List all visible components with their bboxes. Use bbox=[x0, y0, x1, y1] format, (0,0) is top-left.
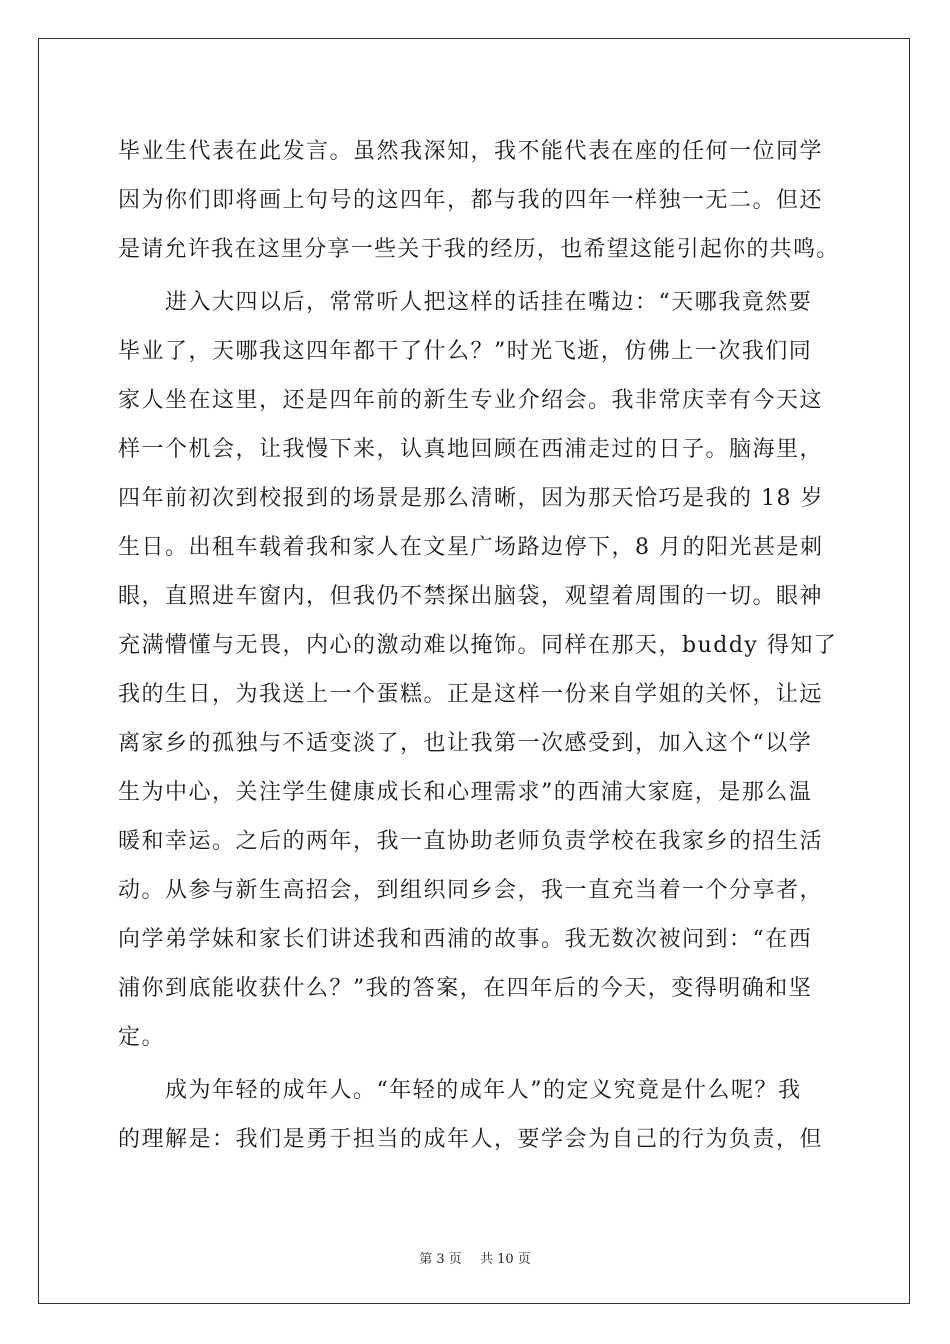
text-line: 四年前初次到校报到的场景是那么清晰，因为那天恰巧是我的 18 岁 bbox=[118, 486, 824, 511]
text-line: 充满懵懂与无畏，内心的激动难以掩饰。同样在那天，buddy 得知了 bbox=[118, 633, 838, 658]
text-line: 生为中心，关注学生健康成长和心理需求”的西浦大家庭，是那么温 bbox=[118, 780, 813, 805]
text-line: 是请允许我在这里分享一些关于我的经历，也希望这能引起你的共鸣。 bbox=[118, 237, 840, 262]
text-line: 的理解是：我们是勇于担当的成年人，要学会为自己的行为负责，但 bbox=[118, 1127, 824, 1152]
text-line: 家人坐在这里，还是四年前的新生专业介绍会。我非常庆幸有今天这 bbox=[118, 388, 824, 413]
text-line: 向学弟学妹和家长们讲述我和西浦的故事。我无数次被问到：“在西 bbox=[118, 927, 813, 952]
text-line: 毕业了，天哪我这四年都干了什么？”时光飞逝，仿佛上一次我们同 bbox=[118, 339, 813, 364]
text-line: 浦你到底能收获什么？”我的答案，在四年后的今天，变得明确和坚 bbox=[118, 976, 813, 1001]
page-number: 第 3 页 bbox=[419, 1252, 462, 1267]
text-line: 动。从参与新生高招会，到组织同乡会，我一直充当着一个分享者， bbox=[118, 878, 824, 903]
body-text bbox=[118, 127, 838, 1164]
text-line: 眼，直照进车窗内，但我仍不禁探出脑袋，观望着周围的一切。眼神 bbox=[118, 584, 824, 609]
text-line: 样一个机会，让我慢下来，认真地回顾在西浦走过的日子。脑海里， bbox=[118, 437, 824, 462]
text-line: 毕业生代表在此发言。虽然我深知，我不能代表在座的任何一位同学 bbox=[118, 139, 824, 164]
paragraph-start-line: 成为年轻的成年人。“年轻的成年人”的定义究竟是什么呢？我 bbox=[118, 1078, 802, 1103]
text-line: 因为你们即将画上句号的这四年，都与我的四年一样独一无二。但还 bbox=[118, 188, 824, 213]
text-line: 生日。出租车载着我和家人在文星广场路边停下，8 月的阳光甚是刺 bbox=[118, 535, 824, 560]
page-footer bbox=[0, 1248, 950, 1267]
text-line: 我的生日，为我送上一个蛋糕。正是这样一份来自学姐的关怀，让远 bbox=[118, 682, 824, 707]
paragraph-start-line: 进入大四以后，常常听人把这样的话挂在嘴边：“天哪我竟然要 bbox=[118, 290, 813, 315]
page-total: 共 10 页 bbox=[479, 1252, 531, 1267]
text-line: 暖和幸运。之后的两年，我一直协助老师负责学校在我家乡的招生活 bbox=[118, 829, 824, 854]
text-line: 定。 bbox=[118, 1025, 166, 1050]
text-line: 离家乡的孤独与不适变淡了，也让我第一次感受到，加入这个“以学 bbox=[118, 731, 813, 756]
